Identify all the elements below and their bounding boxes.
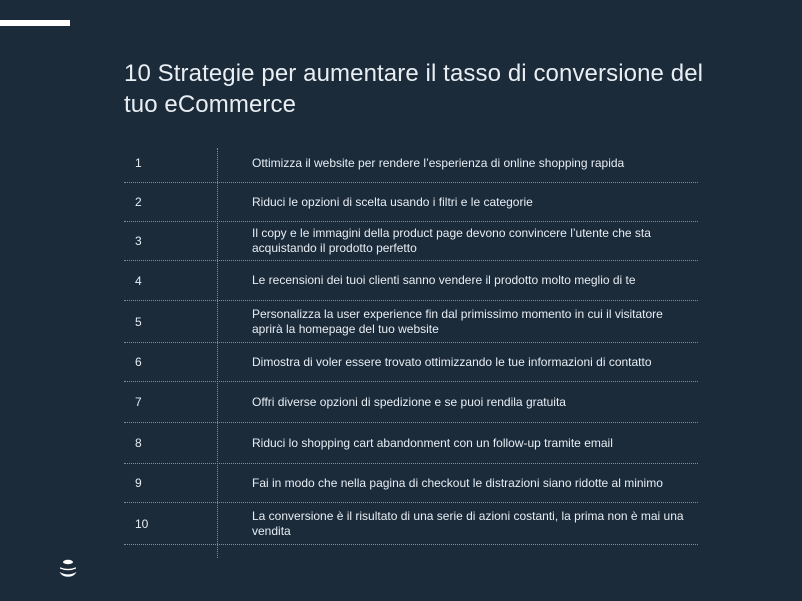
- row-text: Le recensioni dei tuoi clienti sanno vendere il prodotto molto meglio di te: [252, 273, 636, 287]
- table-row: [124, 423, 698, 464]
- table-row: [124, 183, 698, 222]
- row-number: 9: [135, 476, 142, 490]
- row-number: 8: [135, 436, 142, 450]
- row-text: Offri diverse opzioni di spedizione e se puoi rendila gratuita: [252, 394, 566, 409]
- row-number: 5: [135, 314, 142, 329]
- row-number: 3: [135, 234, 142, 248]
- page-title: 10 Strategie per aumentare il tasso di conversione del tuo eCommerce: [124, 60, 704, 118]
- table-row: [124, 343, 698, 382]
- row-text: Il copy e le immagini della product page devono convincere l’utente che sta acquistando il prodotto perfetto: [252, 226, 651, 255]
- row-number: 2: [135, 195, 142, 209]
- row-number: 4: [135, 273, 142, 288]
- table-row: [124, 301, 698, 343]
- table-row: [124, 261, 698, 301]
- column-divider: [217, 148, 218, 558]
- row-number: 1: [135, 156, 142, 170]
- row-text: Riduci le opzioni di scelta usando i filtri e le categorie: [252, 194, 533, 209]
- top-accent-bar: [0, 20, 70, 26]
- table-row: [124, 382, 698, 423]
- row-text: Personalizza la user experience fin dal primissimo momento in cui il visitatore aprirà la homepage del tuo website: [252, 306, 663, 336]
- row-text: La conversione è il risultato di una serie di azioni costanti, la prima non è mai una vendita: [252, 508, 684, 538]
- stacked-discs-logo-icon: [58, 559, 78, 577]
- row-text: Riduci lo shopping cart abandonment con un follow-up tramite email: [252, 435, 613, 450]
- row-text: Fai in modo che nella pagina di checkout le distrazioni siano ridotte al minimo: [252, 475, 663, 490]
- table-row: [124, 464, 698, 503]
- row-number: 6: [135, 355, 142, 369]
- row-number: 10: [135, 516, 149, 531]
- row-text: Ottimizza il website per rendere l’esperienza di online shopping rapida: [252, 155, 625, 170]
- table-row: [124, 144, 698, 183]
- row-number: 7: [135, 395, 142, 409]
- table-row: [124, 503, 698, 545]
- strategies-table: [124, 144, 698, 545]
- table-row: [124, 222, 698, 261]
- row-text: Dimostra di voler essere trovato ottimizzando le tue informazioni di contatto: [252, 354, 652, 369]
